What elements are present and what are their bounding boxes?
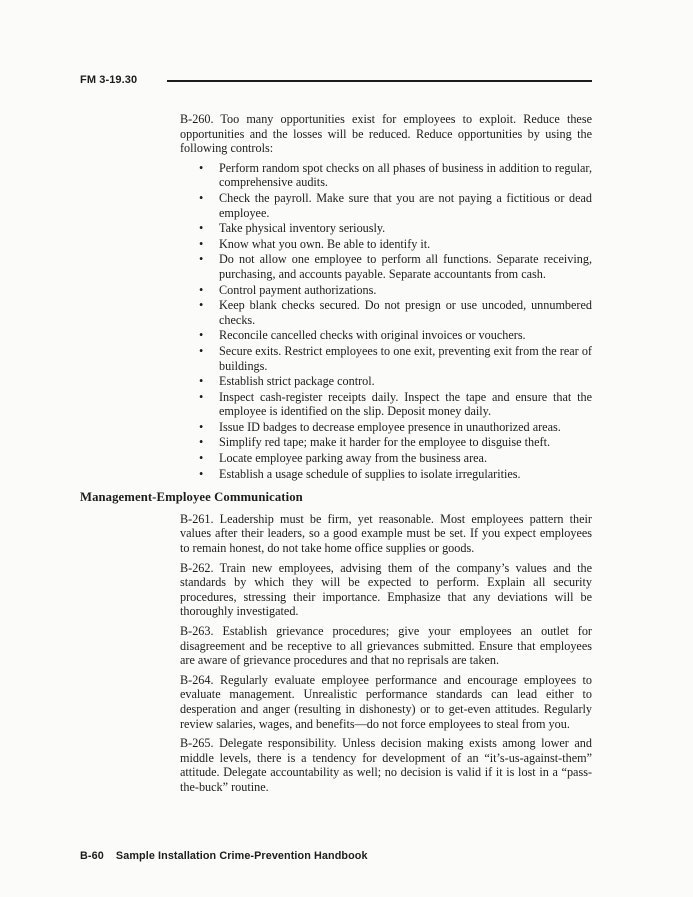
section-heading: Management-Employee Communication bbox=[80, 490, 303, 505]
bullet-item: • Perform random spot checks on all phases of business in addition to regular, comprehensive audits. bbox=[180, 161, 592, 190]
page-header bbox=[80, 74, 592, 86]
paragraph-b264: B-264. Regularly evaluate employee performance and encourage employees to evaluate management. Unrealistic performance standards can lead either to desperation and anger (resulting in dishonesty) or to get-even attitudes. Regularly review salaries, wages, and benefits—do not force employees to steal from you. bbox=[180, 672, 592, 731]
bullet-item: • Know what you own. Be able to identify it. bbox=[180, 237, 592, 252]
bullet-item: • Keep blank checks secured. Do not presign or use uncoded, unnumbered checks. bbox=[180, 298, 592, 327]
paragraph-b262: B-262. Train new employees, advising them of the company’s values and the standards by which they will be expected to perform. Explain all security procedures, stressing their importance. Emphasize that any deviations will be thoroughly investigated. bbox=[180, 560, 592, 619]
bullet-item: • Control payment authorizations. bbox=[180, 283, 592, 298]
bullet-item: • Check the payroll. Make sure that you are not paying a fictitious or dead employee. bbox=[180, 191, 592, 220]
doc-code: FM 3-19.30 bbox=[80, 74, 138, 86]
footer-page-number: B-60 bbox=[80, 850, 104, 862]
bullet-item: • Do not allow one employee to perform all functions. Separate receiving, purchasing, and accounts payable. Separate accountants from cash. bbox=[180, 252, 592, 281]
bullet-item: • Establish a usage schedule of supplies to isolate irregularities. bbox=[180, 467, 592, 482]
footer-book-title: Sample Installation Crime-Prevention Handbook bbox=[115, 850, 368, 862]
bullet-item: • Establish strict package control. bbox=[180, 374, 592, 389]
paragraph-b260: B-260. Too many opportunities exist for employees to exploit. Reduce these opportunities and the losses will be reduced. Reduce opportunities by using the following controls: bbox=[180, 112, 592, 156]
bullet-item: • Take physical inventory seriously. bbox=[180, 221, 592, 236]
page-footer bbox=[80, 850, 368, 862]
bullet-item: • Simplify red tape; make it harder for the employee to disguise theft. bbox=[180, 435, 592, 450]
paragraph-b261: B-261. Leadership must be firm, yet reasonable. Most employees pattern their values after their leaders, so a good example must be set. If you expect employees to remain honest, do not take home office supplies or goods. bbox=[180, 511, 592, 556]
header-rule bbox=[167, 80, 592, 82]
controls-bullet-list bbox=[180, 161, 592, 481]
bullet-item: • Reconcile cancelled checks with original invoices or vouchers. bbox=[180, 328, 592, 343]
bullet-item: • Inspect cash-register receipts daily. Inspect the tape and ensure that the employee is identified on the slip. Deposit money daily. bbox=[180, 390, 592, 419]
bullet-item: • Secure exits. Restrict employees to one exit, preventing exit from the rear of buildings. bbox=[180, 344, 592, 373]
bullet-item: • Issue ID badges to decrease employee presence in unauthorized areas. bbox=[180, 420, 592, 435]
page-body bbox=[80, 112, 592, 800]
paragraph-b263: B-263. Establish grievance procedures; give your employees an outlet for disagreement and be receptive to all grievances submitted. Ensure that employees are aware of grievance procedures and that no reprisals are taken. bbox=[180, 624, 592, 668]
paragraph-b265: B-265. Delegate responsibility. Unless decision making exists among lower and middle levels, there is a tendency for development of an “it’s-us-against-them” attitude. Delegate accountability as well; no decision is valid if it is lost in a “pass-the-buck” routine. bbox=[180, 736, 592, 794]
bullet-item: • Locate employee parking away from the business area. bbox=[180, 451, 592, 466]
